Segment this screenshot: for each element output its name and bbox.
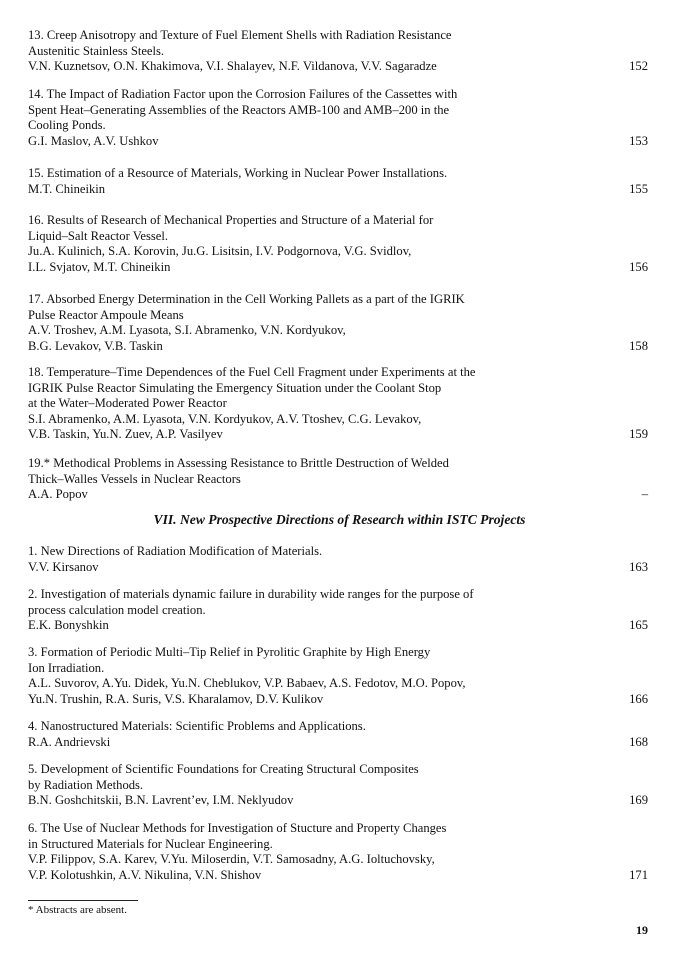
toc-entry — [28, 87, 648, 149]
entry-page-number: 152 — [629, 59, 648, 74]
entry-title-line: 1. New Directions of Radiation Modification of Materials. — [28, 544, 323, 558]
toc-entry — [28, 28, 648, 75]
entry-title-line: 3. Formation of Periodic Multi–Tip Relief in Pyrolitic Graphite by High Energy — [28, 645, 431, 659]
toc-entry — [28, 292, 648, 354]
entry-title-line: Thick–Walles Vessels in Nuclear Reactors — [28, 471, 241, 486]
footnote: * Abstracts are absent. — [28, 904, 127, 916]
entry-title-line: IGRIK Pulse Reactor Simulating the Emergency Situation under the Coolant Stop — [28, 380, 442, 395]
page-number: 19 — [636, 923, 648, 937]
entry-title-line: 4. Nanostructured Materials: Scientific Problems and Applications. — [28, 719, 366, 733]
entry-title-line: in Structured Materials for Nuclear Engineering. — [28, 836, 273, 851]
entry-title-line: Austenitic Stainless Steels. — [28, 43, 165, 58]
entry-authors: V.N. Kuznetsov, O.N. Khakimova, V.I. Shalayev, N.F. Vildanova, V.V. Sagaradze — [28, 59, 437, 74]
entry-authors: Yu.N. Trushin, R.A. Suris, V.S. Kharalamov, D.V. Kulikov — [28, 691, 324, 706]
entry-title-line: A.V. Troshev, A.M. Lyasota, S.I. Abramenko, V.N. Kordyukov, — [28, 323, 346, 338]
entry-title-line: Cooling Ponds. — [28, 118, 106, 133]
entry-page-number: 171 — [629, 867, 648, 882]
entry-page-number: 163 — [629, 559, 648, 574]
toc-entry — [28, 587, 648, 634]
entry-authors: V.V. Kirsanov — [28, 559, 99, 574]
entry-title-line: process calculation model creation. — [28, 602, 206, 617]
entry-authors: R.A. Andrievski — [28, 734, 111, 749]
entry-authors: B.G. Levakov, V.B. Taskin — [28, 338, 163, 353]
toc-entry — [28, 544, 648, 575]
entry-title-line: 2. Investigation of materials dynamic failure in durability wide ranges for the purpose of — [28, 587, 474, 601]
entry-authors: M.T. Chineikin — [28, 181, 106, 196]
entry-page-number: 153 — [629, 133, 648, 148]
entry-page-number: 155 — [629, 181, 648, 196]
toc-entry — [28, 213, 648, 275]
toc-entry — [28, 456, 648, 503]
entry-title-line: 19.* Methodical Problems in Assessing Resistance to Brittle Destruction of Welded — [28, 456, 449, 470]
toc-entry — [28, 645, 648, 707]
entry-page-number: 168 — [629, 734, 648, 749]
entry-title-line: 16. Results of Research of Mechanical Properties and Structure of a Material for — [28, 213, 434, 227]
entry-page-number: 156 — [629, 259, 648, 274]
entry-authors: V.P. Kolotushkin, A.V. Nikulina, V.N. Shishov — [28, 867, 262, 882]
entry-title-line: Ju.A. Kulinich, S.A. Korovin, Ju.G. Lisitsin, I.V. Podgornova, V.G. Svidlov, — [28, 244, 412, 259]
toc-entry — [28, 166, 648, 197]
entry-title-line: 13. Creep Anisotropy and Texture of Fuel Element Shells with Radiation Resistance — [28, 28, 452, 42]
entry-title-line: 6. The Use of Nuclear Methods for Investigation of Stucture and Property Changes — [28, 821, 447, 835]
entry-title-line: 14. The Impact of Radiation Factor upon the Corrosion Failures of the Cassettes with — [28, 87, 458, 101]
entry-authors: A.A. Popov — [28, 487, 88, 502]
entry-title-line: S.I. Abramenko, A.M. Lyasota, V.N. Kordyukov, A.V. Ttoshev, C.G. Levakov, — [28, 411, 422, 426]
entry-page-number: 159 — [629, 427, 648, 442]
entry-title-line: Spent Heat–Generating Assemblies of the Reactors AMB-100 and AMB–200 in the — [28, 102, 450, 117]
entry-title-line: by Radiation Methods. — [28, 777, 144, 792]
toc-entry — [28, 365, 648, 443]
entry-title-line: Pulse Reactor Ampoule Means — [28, 307, 184, 322]
entry-title-line: 15. Estimation of a Resource of Materials, Working in Nuclear Power Installations. — [28, 166, 448, 180]
entry-page-number: 169 — [629, 793, 648, 808]
entry-authors: B.N. Goshchitskii, B.N. Lavrent’ev, I.M. Neklyudov — [28, 793, 294, 808]
entry-authors: G.I. Maslov, A.V. Ushkov — [28, 133, 159, 148]
entry-title-line: at the Water–Moderated Power Reactor — [28, 396, 227, 411]
entry-page-number: 165 — [629, 618, 648, 633]
footnote-rule — [28, 900, 138, 901]
entry-authors: I.L. Svjatov, M.T. Chineikin — [28, 259, 171, 274]
entry-page-number: 166 — [629, 691, 648, 706]
entry-page-number: 158 — [629, 338, 648, 353]
entry-title-line: A.L. Suvorov, A.Yu. Didek, Yu.N. Cheblukov, V.P. Babaev, A.S. Fedotov, M.O. Popov, — [28, 676, 466, 691]
entry-title-line: 18. Temperature–Time Dependences of the Fuel Cell Fragment under Experiments at the — [28, 365, 476, 379]
entry-title-line: Ion Irradiation. — [28, 660, 105, 675]
toc-entry — [28, 762, 648, 809]
toc-entry — [28, 821, 648, 883]
toc-entry — [28, 719, 648, 750]
entry-title-line: V.P. Filippov, S.A. Karev, V.Yu. Miloserdin, V.T. Samosadny, A.G. Ioltuchovsky, — [28, 852, 435, 867]
entry-page-number: – — [641, 487, 648, 502]
entry-title-line: Liquid–Salt Reactor Vessel. — [28, 228, 169, 243]
section-heading: VII. New Prospective Directions of Research within ISTC Projects — [153, 512, 526, 527]
entry-title-line: 5. Development of Scientific Foundations for Creating Structural Composites — [28, 762, 419, 776]
entry-authors: V.B. Taskin, Yu.N. Zuev, A.P. Vasilyev — [28, 427, 223, 442]
entry-title-line: 17. Absorbed Energy Determination in the Cell Working Pallets as a part of the IGRIK — [28, 292, 465, 306]
entry-authors: E.K. Bonyshkin — [28, 618, 109, 633]
